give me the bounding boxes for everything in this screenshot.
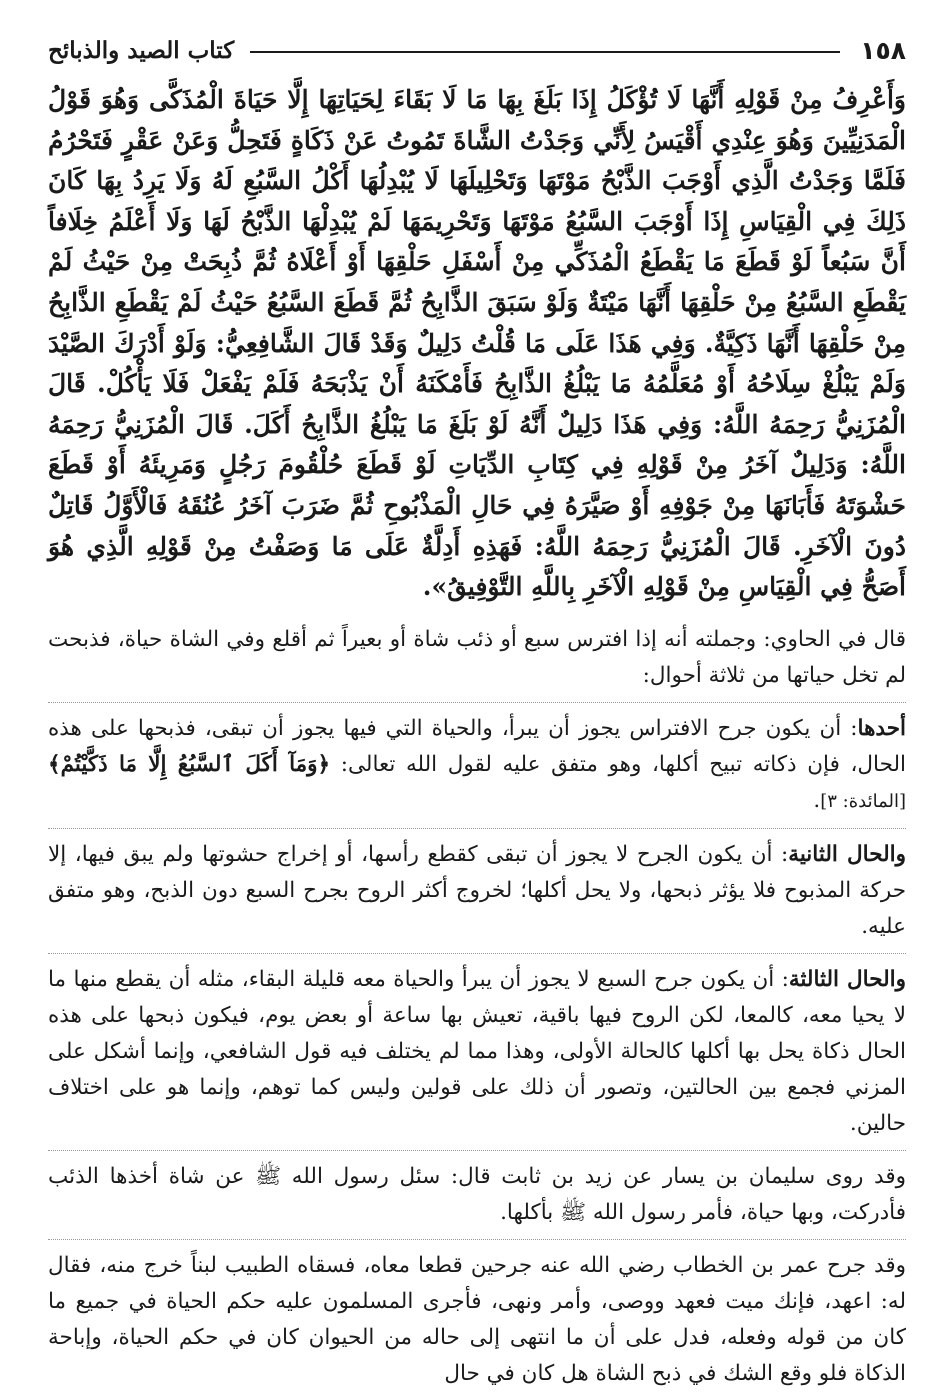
- state-two-paragraph: [48, 828, 906, 945]
- header-rule: [250, 51, 840, 53]
- commentary-intro: قال في الحاوي: وجملته أنه إذا افترس سبع أو ذئب شاة أو بعيراً ثم أقلع وفي الشاة حياة، فذبحت لم تخل حياتها من ثلاثة أحوال:: [48, 626, 906, 688]
- state-three-label: والحال الثالثة: [788, 966, 906, 992]
- book-page: [48, 26, 906, 1392]
- state-one-end: .: [813, 787, 821, 813]
- umar-paragraph: وقد جرح عمر بن الخطاب رضي الله عنه جرحين قطعا معاه، فسقاه الطبيب لبناً خرج منه، فقال له: اعهد، فإنك ميت فعهد ووصى، وأمر ونهى، فأجرى المسلمون عليه حكم الحياة في جميع ما كان من قوله وفعله، فدل على أن ما انتهى إلى حاله من الحيوان كان في حكم الحياة، وإباحة الذكاة فلو وقع الشك في ذبح الشاة هل كان في حال: [48, 1239, 906, 1392]
- book-title: كتاب الصيد والذبائح: [48, 36, 235, 64]
- state-one-label: أحدها: [857, 715, 906, 741]
- state-one-paragraph: [48, 702, 906, 820]
- hadith-paragraph: وقد روى سليمان بن يسار عن زيد بن ثابت قال: سئل رسول الله ﷺ عن شاة أخذها الذئب فأدركت، وبها حياة، فأمر رسول الله ﷺ بأكلها.: [48, 1150, 906, 1231]
- state-three-text: : أن يكون جرح السبع لا يجوز أن يبرأ والحياة معه قليلة البقاء، مثله أن يقطع منها ما لا يحيا معه، كالمعا، لكن الروح فيها باقية، تعيش بها ساعة أو بعض يوم، فيكون ذبحها على هذه الحال ذكاة يحل بها أكلها كالحالة الأولى، وهذا مما لم يختلف فيه قول الشافعي، وإنما أشكل على المزني فجمع بين الحالتين، وتصور أن ذلك على قولين وليس كما توهم، وإنما هو على اختلاف حالين.: [48, 966, 906, 1136]
- state-two-label: والحال الثانية: [788, 841, 906, 867]
- commentary: [48, 622, 906, 1392]
- page-header: [48, 26, 906, 74]
- matn-text: وَأَعْرِفُ مِنْ قَوْلِهِ أَنَّهَا لَا تُؤْكَلُ إِذَا بَلَغَ بِهَا مَا لَا بَقَاءَ لِحَيَاتِهَا إِلَّا حَيَاةَ الْمُذَكَّى وَهُوَ قَوْلُ الْمَدَنِيِّينَ وَهُوَ عِنْدِي أَقْيَسُ لِأَنِّي وَجَدْتُ الشَّاةَ تَمُوتُ عَنْ ذَكَاةٍ فَتَحِلُّ وَعَنْ عَقْرٍ فَتَحْرُمُ فَلَمَّا وَجَدْتُ الَّذِي أَوْجَبَ الذَّبْحُ مَوْتَهَا وَتَحْلِيلَهَا لَا يُبْدِلُهَا أَكْلُ السَّبُعِ لَهُ وَلَا يَرِدُ بِهَا كَانَ ذَلِكَ فِي الْقِيَاسِ إِذَا أَوْجَبَ السَّبُعُ مَوْتَهَا وَتَحْرِيمَهَا لَمْ يُبْدِلْهَا الذَّبْحُ لَهَا وَلَا أَعْلَمُ خِلَافاً أَنَّ سَبُعاً لَوْ قَطَعَ مَا يَقْطَعُ الْمُذَكِّي مِنْ أَسْفَلِ حَلْقِهَا أَوْ أَعْلَاهُ ثُمَّ ذُبِحَتْ مِنْ حَيْثُ لَمْ يَقْطَعِ السَّبُعُ مِنْ حَلْقِهَا أَنَّهَا مَيْتَةٌ وَلَوْ سَبَقَ الذَّابِحُ ثُمَّ قَطَعَ السَّبُعُ حَيْثُ لَمْ يَقْطَعِ الذَّابِحُ مِنْ حَلْقِهَا أَنَّهَا ذَكِيَّةٌ. وَفِي هَذَا عَلَى مَا قُلْتُ دَلِيلٌ وَقَدْ قَالَ الشَّافِعِيُّ: وَلَوْ أَدْرَكَ الصَّيْدَ وَلَمْ يَبْلُغْ سِلَاحُهُ أَوْ مُعَلَّمُهُ مَا يَبْلُغُ الذَّابِحُ فَأَمْكَنَهُ أَنْ يَذْبَحَهُ فَلَمْ يَفْعَلْ فَلَا يَأْكُلْ. قَالَ الْمُزَنِيُّ رَحِمَهُ اللَّهُ: وَفِي هَذَا دَلِيلٌ أَنَّهُ لَوْ بَلَغَ مَا يَبْلُغُ الذَّابِحُ أَكَلَ. قَالَ الْمُزَنِيُّ رَحِمَهُ اللَّهُ: وَدَلِيلٌ آخَرُ مِنْ قَوْلِهِ فِي كِتَابِ الدِّيَاتِ لَوْ قَطَعَ حُلْقُومَ رَجُلٍ وَمَرِيئَهُ أَوْ قَطَعَ حَشْوَتَهُ فَأَبَانَهَا مِنْ جَوْفِهِ أَوْ صَيَّرَهُ فِي حَالِ الْمَذْبُوحِ ثُمَّ ضَرَبَ آخَرُ عُنُقَهُ فَالْأَوَّلُ قَاتِلٌ دُونَ الْآخَرِ. قَالَ الْمُزَنِيُّ رَحِمَهُ اللَّهُ: فَهَذِهِ أَدِلَّةٌ عَلَى مَا وَصَفْتُ مِنْ قَوْلِهِ الَّذِي هُوَ أَصَحُّ فِي الْقِيَاسِ مِنْ قَوْلِهِ الْآخَرِ بِاللَّهِ التَّوْفِيقُ».: [48, 85, 906, 602]
- state-three-paragraph: [48, 953, 906, 1142]
- quran-verse: ﴿وَمَآ أَكَلَ ٱلسَّبُعُ إِلَّا مَا ذَكَّيْتُمْ﴾: [48, 751, 331, 777]
- state-one-text: : أن يكون جرح الافتراس يجوز أن يبرأ، والحياة التي فيها يجوز أن تبقى، فذبحها على هذه الحال، فإن ذكاته تبيح أكلها، وهو متفق عليه لقول الله تعالى:: [48, 715, 906, 777]
- state-two-text: : أن يكون الجرح لا يجوز أن تبقى كقطع رأسها، أو إخراج حشوتها ولم يبق فيها، إلا حركة المذبوح فلا يؤثر ذبحها، ولا يحل أكلها؛ لخروج أكثر الروح بجرح السبع دون الذبح، وهو متفق عليه.: [48, 841, 906, 939]
- verse-citation: [المائدة: ٣]: [820, 790, 906, 812]
- page-number: ١٥٨: [860, 35, 906, 65]
